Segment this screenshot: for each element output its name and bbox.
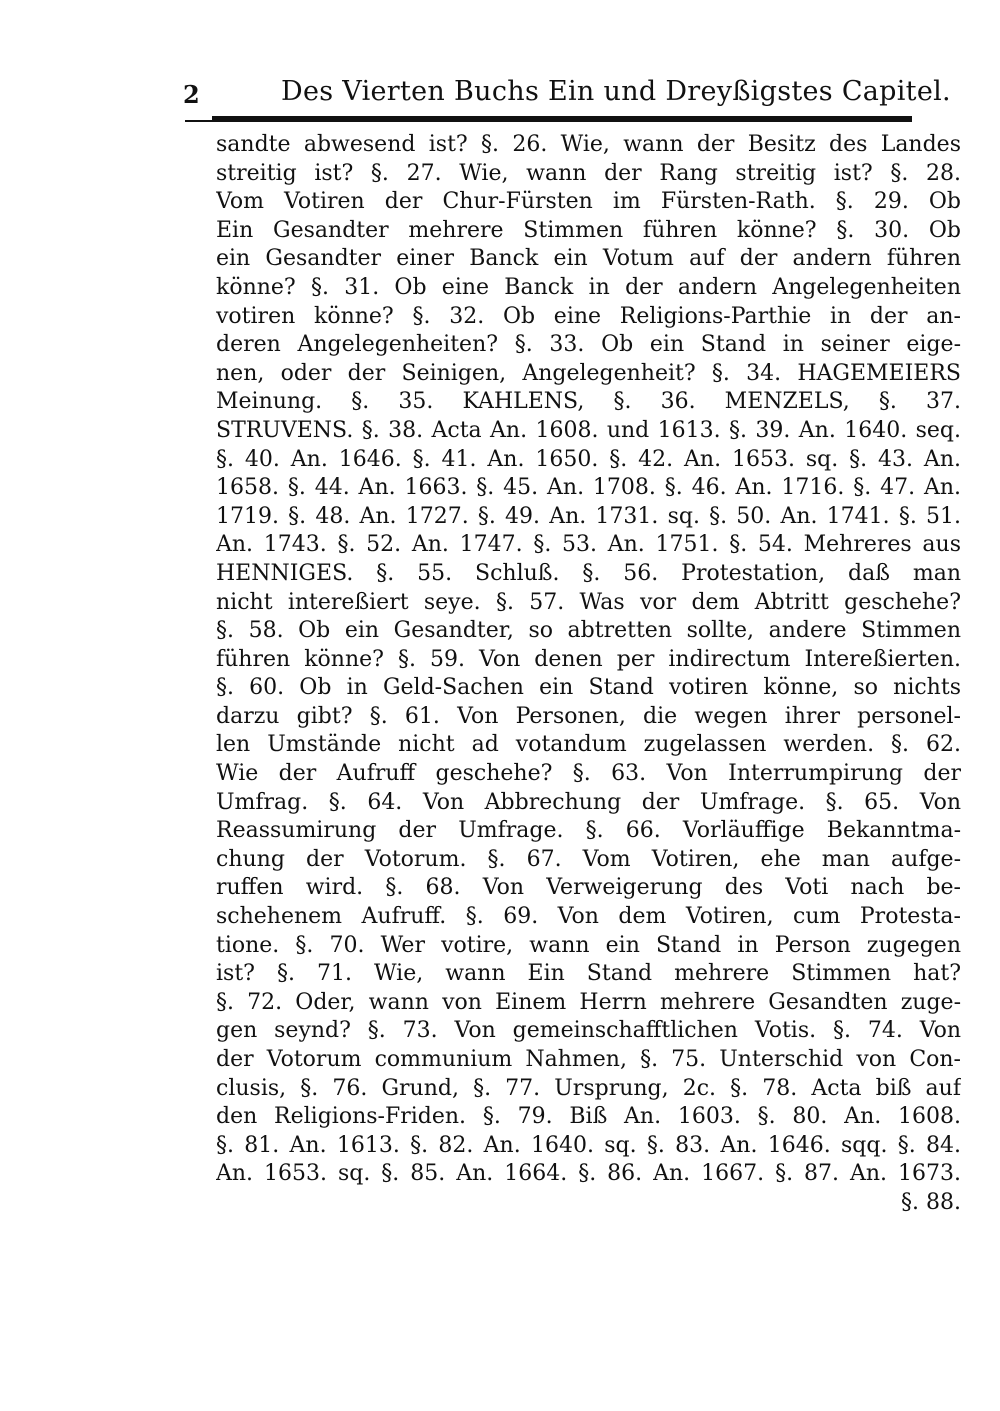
text-line: Reassumirung der Umfrage. §. 66. Vorläuffige Bekanntma- — [216, 818, 961, 844]
text-line: Umfrag. §. 64. Von Abbrechung der Umfrage. §. 65. Von — [216, 789, 961, 815]
text-line: ein Gesandter einer Banck ein Votum auf der andern führen — [216, 246, 961, 272]
text-line: Ein Gesandter mehrere Stimmen führen könne? §. 30. Ob — [216, 217, 961, 243]
text-line: 1658. §. 44. An. 1663. §. 45. An. 1708. §. 46. An. 1716. §. 47. An. — [216, 475, 961, 501]
text-line: chung der Votorum. §. 67. Vom Votiren, ehe man aufge- — [216, 846, 961, 872]
text-line: ruffen wird. §. 68. Von Verweigerung des Voti nach be- — [216, 875, 961, 901]
text-line: HENNIGES. §. 55. Schluß. §. 56. Protestation, daß man — [216, 560, 961, 586]
text-line: An. 1653. sq. §. 85. An. 1664. §. 86. An. 1667. §. 87. An. 1673. — [216, 1161, 961, 1187]
text-line: sandte abwesend ist? §. 26. Wie, wann der Besitz des Landes — [216, 132, 961, 157]
text-line: 1719. §. 48. An. 1727. §. 49. An. 1731. sq. §. 50. An. 1741. §. 51. — [216, 503, 961, 529]
text-line: deren Angelegenheiten? §. 33. Ob ein Stand in seiner eige- — [216, 332, 961, 358]
text-line: darzu gibt? §. 61. Von Personen, die wegen ihrer personel- — [216, 703, 961, 729]
text-line: streitig ist? §. 27. Wie, wann der Rang streitig ist? §. 28. — [216, 160, 961, 186]
page-body — [216, 131, 961, 1218]
text-line: schehenem Aufruff. §. 69. Von dem Votiren, cum Protesta- — [216, 904, 961, 930]
text-line: nen, oder der Seinigen, Angelegenheit? §. 34. HAGEMEIERS — [216, 360, 961, 386]
text-line: ist? §. 71. Wie, wann Ein Stand mehrere Stimmen hat? — [216, 961, 961, 987]
text-line: Wie der Aufruff geschehe? §. 63. Von Interrumpirung der — [216, 761, 961, 787]
text-line: gen seynd? §. 73. Von gemeinschafftlichen Votis. §. 74. Von — [216, 1018, 961, 1044]
text-line: §. 88. — [901, 1189, 961, 1215]
header-rule-left — [185, 120, 215, 122]
page-header — [183, 70, 951, 120]
text-line: den Religions-Friden. §. 79. Biß An. 1603. §. 80. An. 1608. — [216, 1104, 961, 1130]
text-line: könne? §. 31. Ob eine Banck in der andern Angelegenheiten — [216, 274, 961, 300]
text-line: STRUVENS. §. 38. Acta An. 1608. und 1613. §. 39. An. 1640. seq. — [216, 417, 961, 443]
text-line: §. 58. Ob ein Gesandter, so abtretten sollte, andere Stimmen — [216, 618, 961, 644]
text-line: votiren könne? §. 32. Ob eine Religions-Parthie in der an- — [216, 303, 961, 329]
text-line: len Umstände nicht ad votandum zugelassen werden. §. 62. — [216, 732, 961, 758]
text-line: Vom Votiren der Chur-Fürsten im Fürsten-Rath. §. 29. Ob — [216, 189, 961, 215]
text-line: §. 81. An. 1613. §. 82. An. 1640. sq. §. 83. An. 1646. sqq. §. 84. — [216, 1132, 961, 1158]
text-line: der Votorum communium Nahmen, §. 75. Unterschid von Con- — [216, 1047, 961, 1072]
text-line: §. 40. An. 1646. §. 41. An. 1650. §. 42. An. 1653. sq. §. 43. An. — [216, 446, 961, 472]
text-line: §. 60. Ob in Geld-Sachen ein Stand votiren könne, so nichts — [216, 675, 961, 701]
header-rule — [212, 116, 912, 122]
text-line: clusis, §. 76. Grund, §. 77. Ursprung, 2c. §. 78. Acta biß auf — [216, 1075, 961, 1101]
text-line: §. 72. Oder, wann von Einem Herrn mehrere Gesandten zuge- — [216, 989, 961, 1015]
running-title: Des Vierten Buchs Ein und Dreyßigstes Capitel. — [281, 76, 951, 107]
page-number: 2 — [183, 80, 200, 109]
text-line: An. 1743. §. 52. An. 1747. §. 53. An. 1751. §. 54. Mehreres aus — [216, 532, 961, 558]
text-line: nicht intereßiert seye. §. 57. Was vor dem Abtritt geschehe? — [216, 589, 961, 615]
text-line: tione. §. 70. Wer votire, wann ein Stand in Person zugegen — [216, 932, 961, 958]
text-line: führen könne? §. 59. Von denen per indirectum Intereßierten. — [216, 646, 961, 672]
text-line: Meinung. §. 35. KAHLENS, §. 36. MENZELS, §. 37. — [216, 389, 961, 415]
